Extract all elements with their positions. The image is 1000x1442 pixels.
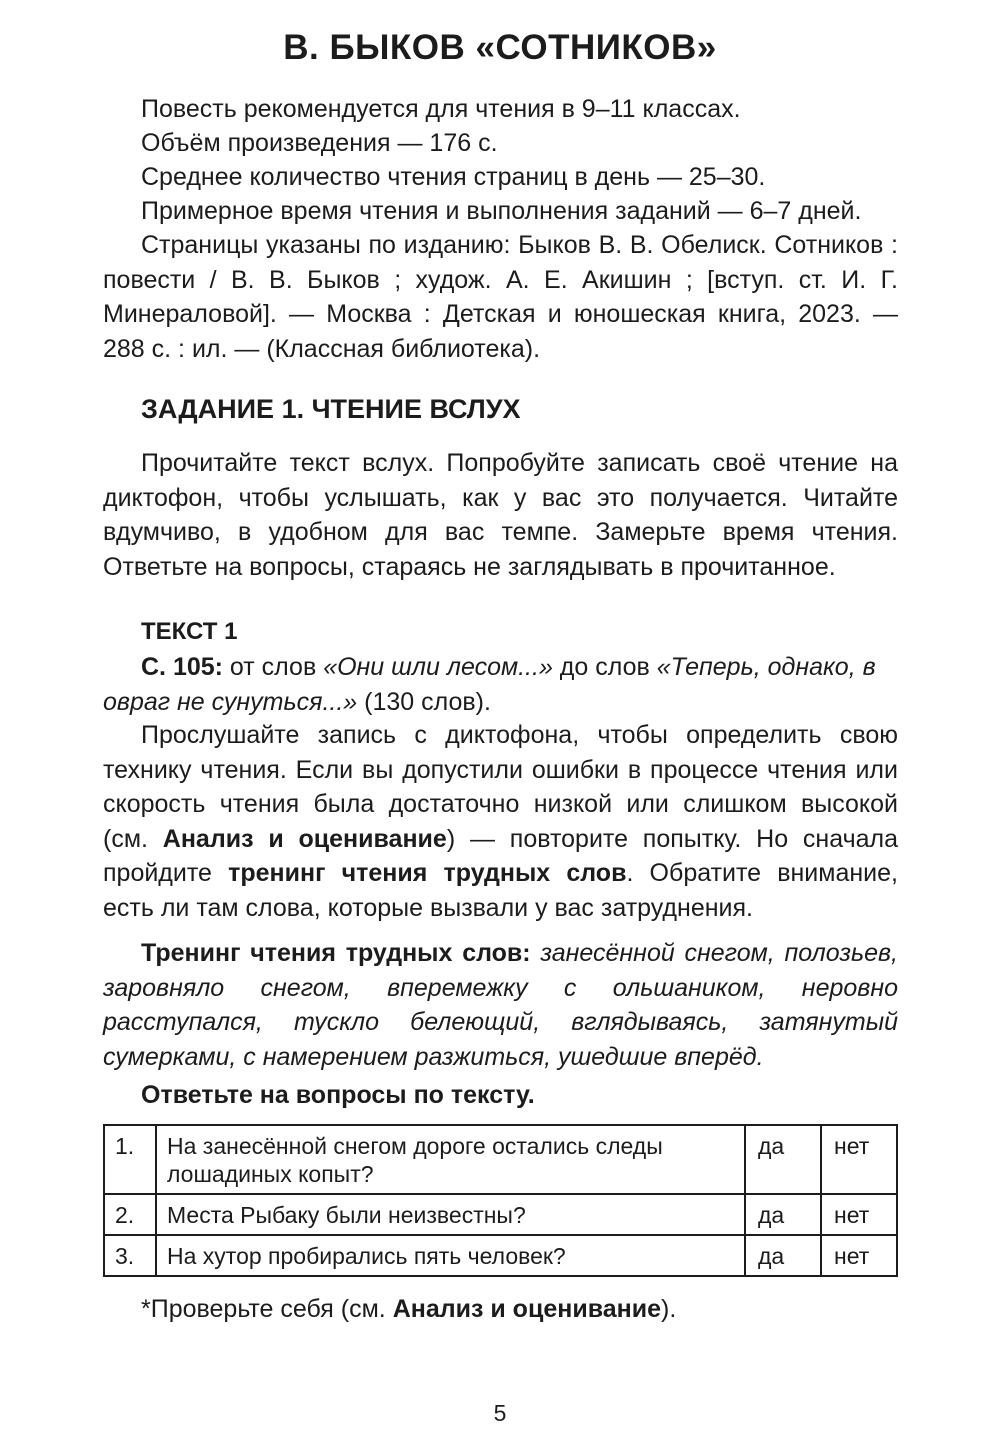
text1-to-word: до слов bbox=[552, 653, 657, 681]
intro-volume: Объём произведения — 176 с. bbox=[141, 129, 498, 157]
question-number: 3. bbox=[104, 1235, 156, 1276]
answer-no[interactable]: нет bbox=[821, 1235, 897, 1276]
intro-pages-per-day: Среднее количество чтения страниц в день — 25–30. bbox=[141, 163, 766, 191]
text1-heading: ТЕКСТ 1 bbox=[141, 618, 238, 645]
task-heading: ЗАДАНИЕ 1. ЧТЕНИЕ ВСЛУХ bbox=[141, 394, 521, 424]
training-words: занесённой снегом, полозьев, заровняло снегом, вперемежку с ольшаником, неровно расступался, тускло белеющий, вглядываясь, затянутый сумерками, с намерением разжиться, ушедшие вперёд. bbox=[103, 939, 898, 1071]
answer-yes[interactable]: да bbox=[745, 1125, 821, 1194]
text1-listen-paragraph bbox=[103, 718, 898, 925]
text1-p1-start: Прослушайте запись с диктофона, чтобы определить свою технику чтения. Если вы допустили ошибки в процессе чтения или скорость чтения была достаточно низкой или слишком высокой (см. bbox=[103, 721, 898, 853]
question-text: На хутор пробирались пять человек? bbox=[156, 1235, 745, 1276]
page-number: 5 bbox=[493, 1400, 507, 1426]
training-label: Тренинг чтения трудных слов: bbox=[141, 939, 531, 967]
answer-yes[interactable]: да bbox=[745, 1235, 821, 1276]
text1-word-count: (130 слов). bbox=[357, 687, 491, 716]
intro-reading-time: Примерное время чтения и выполнения заданий — 6–7 дней. bbox=[141, 197, 862, 225]
question-number: 1. bbox=[104, 1125, 156, 1194]
self-check-prefix: *Проверьте себя (см. bbox=[141, 1295, 393, 1323]
intro-grades: Повесть рекомендуется для чтения в 9–11 классах. bbox=[141, 95, 741, 123]
table-row bbox=[104, 1125, 897, 1194]
question-text: На занесённой снегом дороге остались следы лошадиных копыт? bbox=[156, 1125, 745, 1194]
self-check-suffix: ). bbox=[661, 1295, 677, 1323]
page-title: В. БЫКОВ «СОТНИКОВ» bbox=[283, 28, 717, 67]
task-instructions: Прочитайте текст вслух. Попробуйте записать своё чтение на диктофон, чтобы услышать, как у вас это получается. Читайте вдумчиво, в удобном для вас темпе. Замерьте время чтения. Ответьте на вопросы, стараясь не заглядывать в прочитанное. bbox=[103, 449, 898, 581]
text1-to-quote: «Теперь, однако, в овраг не сунуться...» bbox=[103, 653, 876, 716]
questions-table bbox=[103, 1124, 898, 1277]
table-row bbox=[104, 1235, 897, 1276]
training-paragraph bbox=[103, 936, 898, 1074]
text1-analysis-link: Анализ и оценивание bbox=[162, 824, 447, 853]
self-check bbox=[141, 1292, 676, 1327]
text1-from-word: от слов bbox=[222, 653, 324, 681]
text1-p1-mid: ) — повторите попытку. Но сначала пройдите bbox=[103, 824, 899, 887]
answer-no[interactable]: нет bbox=[821, 1194, 897, 1235]
text1-training-mention: тренинг чтения трудных слов bbox=[228, 859, 627, 887]
questions-heading: Ответьте на вопросы по тексту. bbox=[141, 1081, 535, 1109]
text1-page-ref: С. 105: bbox=[141, 653, 223, 681]
text1-reference bbox=[103, 650, 898, 719]
self-check-analysis: Анализ и оценивание bbox=[392, 1295, 662, 1323]
answer-no[interactable]: нет bbox=[821, 1125, 897, 1194]
text1-p1-end: . Обратите внимание, есть ли там слова, которые вызвали у вас затруднения. bbox=[103, 859, 898, 922]
answer-yes[interactable]: да bbox=[745, 1194, 821, 1235]
intro-edition: Страницы указаны по изданию: Быков В. В. Обелиск. Сотников : повести / В. В. Быков ; худож. А. Е. Акишин ; [вступ. ст. И. Г. Минераловой]. — Москва : Детская и юношеская книга, 2023. — 288 с. : ил. — (Классная библиотека). bbox=[103, 231, 898, 363]
question-number: 2. bbox=[104, 1194, 156, 1235]
text1-from-quote: «Они шли лесом...» bbox=[323, 653, 553, 681]
table-row bbox=[104, 1194, 897, 1235]
question-text: Места Рыбаку были неизвестны? bbox=[156, 1194, 745, 1235]
